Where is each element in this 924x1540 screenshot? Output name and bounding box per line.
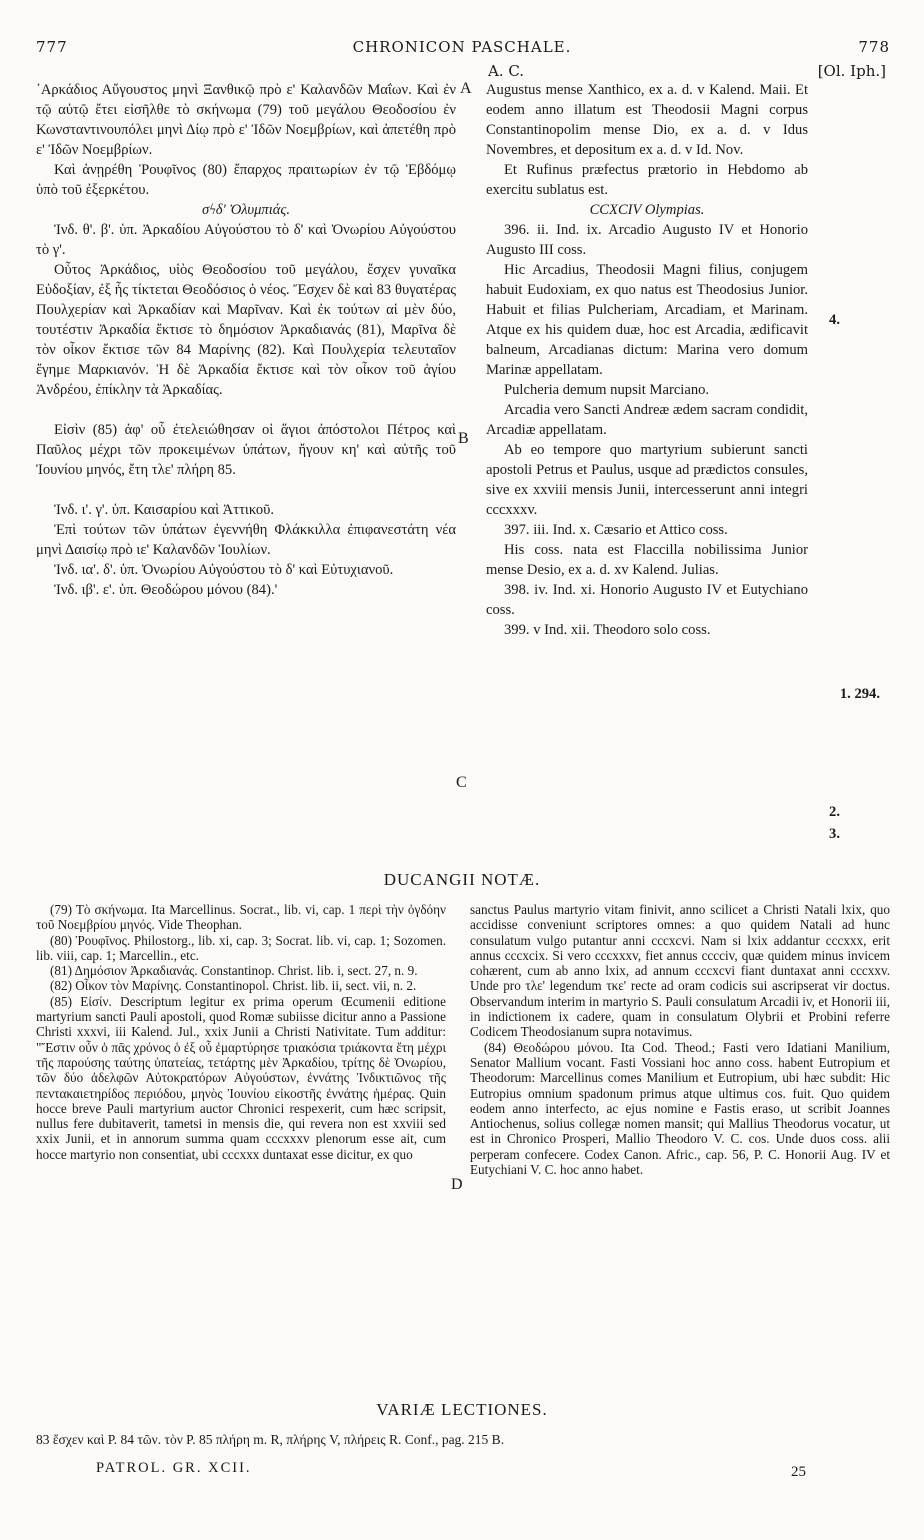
greek-paragraph: Οὗτος Ἀρκάδιος, υἱὸς Θεοδοσίου τοῦ μεγάλου, ἔσχεν γυναῖκα Εὐδοξίαν, ἐξ ἧς τίκτεται Θεοδόσιος ὁ νέος. Ἔσχεν δὲ καὶ 83 θυγατέρας Πουλχερίαν καὶ Ἀρκαδίαν καὶ Μαρῖναν. Καὶ ἐκ τούτων αἱ μὲν δύο, τουτέστιν Ἀρκαδία ἔκτισε τὸ δημόσιον Ἀρκαδιανάς (81), Μαρῖνα δὲ τὸν οἶκον ἔκτισε τῶν 84 Μαρίνης (82). Καὶ Πουλχερία τελευταῖον ἔγημε Μαρκιανόν. Ἡ δὲ Ἀρκαδία ἔκτισε καὶ τὸν οἶκον τοῦ ἁγίου Ἀνδρέου, ἐπίκλην τὰ Ἀρκαδίας. [36,262,456,398]
latin-paragraph: Et Rufinus præfectus prætorio in Hebdomo ab exercitu sublatus est. [486,162,808,198]
sheet-number: 25 [791,1464,806,1480]
notes-left-column [36,902,446,1162]
year-label: A. C. [488,62,525,80]
latin-paragraph: Hic Arcadius, Theodosii Magni filius, conjugem habuit Eudoxiam, ex quo natus est Theodosius Junior. Habuit et filias Pulcheriam, Arcadiam, et Marinam. Atque ex his quidem duæ, hoc est Arcadia, ædificavit balneum, Arcadianas dictum: Marina vero domum Marinæ appellatam. [486,262,808,378]
spacer [36,400,456,420]
notes-heading: DUCANGII NOTÆ. [383,870,541,889]
greek-paragraph: Ἰνδ. ιβ'. ε'. ὑπ. Θεοδώρου μόνου (84).' [54,582,278,598]
latin-text-column [486,80,808,640]
side-number: 1. 294. [839,686,880,702]
footnote: (81) Δημόσιον Ἀρκαδιανάς. Constantinop. Christ. lib. i, sect. 27, n. 9. [50,963,418,979]
margin-letter-b: B [458,430,469,447]
greek-text-column [36,80,456,600]
latin-paragraph: Arcadia vero Sancti Andreæ ædem sacram condidit, Arcadiæ appellatam. [486,402,808,438]
greek-paragraph: ᾿Αρκάδιος Αὔγουστος μηνὶ Ξανθικῷ πρὸ ε' Καλανδῶν Μαΐων. Καὶ ἐν τῷ αὐτῷ ἔτει εἰσῆλθε τὸ σκήνωμα (79) τοῦ μεγάλου Θεοδοσίου ἐν Κωνσταντινουπόλει μηνὶ Δίῳ πρὸ ε' Ἰδῶν Νοεμβρίων, καὶ ἀπετέθη πρὸ ε' Ἰδῶν Νοεμβρίων. [36,82,456,158]
footnote: (84) Θεοδώρου μόνου. Ita Cod. Theod.; Fasti vero Idatiani Manilium, Senator Mallium vocant. Fasti Vossiani hoc anno coss. habent Eutropium et Theodorum: Marcellinus comes Manilium et Eutropium, ubi hæc subdit: Hic Eutropius omnium spadonum primus atque ultimus cos. fuit. Quo quidem eodem anno interfecto, ac ejus nomine e Fastis eraso, ut scribit Joannes Antiochenus, solius collegæ nomen mansit; qui Mallius Theodorus vocatur, ut est in Chronico Prosperi, Mallio Theodoro V. C. cos. Unde duos coss. alii perperam confecere. Codex Canon. Afric., cap. 56, P. C. Honorii Aug. IV et Eutychiani V. C. hoc anno habet. [470,1039,890,1178]
side-number: 3. [829,826,840,842]
variae-heading: VARIÆ LECTIONES. [376,1400,548,1419]
footnote: (85) Εἰσίν. Descriptum legitur ex prima operum Œcumenii editione martyrium sancti Pauli apostoli, quod Romæ subiisse dicitur anno a Passione Christi xxxvi, iii Kalend. Jul., xxix Junii a Christi Nativitate. Tum additur: "Ἔστιν οὖν ὁ πᾶς χρόνος ὁ ἐξ οὗ ἐμαρτύρησε τριακόσια τριάκοντα ἔτη μέχρι τῆς παρούσης ταύτης ὑπατείας, τετάρτης μὲν Ἀρκαδίου, τρίτης δὲ Ὀνωρίου, τῶν δύο ἀδελφῶν Αὐτοκρατόρων Αὐγούστων, ἐννάτης Ἰνδικτιῶνος τῆς πεντακαιετηρίδος περιόδου, μηνὸς Ἰουνίου εἰκοστῆς ἐννάτης ἡμέρας. Quin hocce breve Pauli martyrium auctor Chronici respexerit, cum hæc scripsit, nullus fere dubitaverit, tametsi in mensis die, qui revera non est xxviii sed xxix Junii, et in annorum summa quam cccxxxv plenorum esse ait, cum hocce martyrio non consentiat, ubi cccxxx duntaxat esse dicitur, ex quo [36,993,446,1162]
olympiad-label: [Ol. Iph.] [817,62,886,80]
margin-letter-d: D [451,1176,463,1193]
olympiad-heading: CCXCIV Olympias. [589,202,705,218]
side-number: 4. [829,312,840,328]
latin-paragraph: Augustus mense Xanthico, ex a. d. v Kalend. Maii. Et eodem anno illatum est Theodosii Magni corpus Constantinopolim mense Dio, ex a. d. v Idus Novembres, et depositum ex a. d. v Id. Nov. [486,82,808,158]
footnote: sanctus Paulus martyrio vitam finivit, anno scilicet a Christi Natali lxix, quo accidisse conveniunt scriptores omnes: a quo quidem Natali ad hunc consulatum vulgo putantur anni cccxcvi. Nam si lxix addantur cccxxx, erit annus cccxcix. Si vero cccxxxv, fiet annus cccciv, quæ quidem minus invicem cohærent, cum ab anno lxix, ad annum cccxcvi fiant duntaxat anni cccxxv. Unde pro τλε' legendum τκε' recte ad oram codicis sui ascripserat vir doctus. Observandum interim in martyrio S. Pauli consulatum Arcadii iv, et Honorii iii, in indictionem ix cadere, quam in consulatum Olybrii et Probini referre Codicem Theodosianum supra notavimus. [470,902,890,1040]
side-number: 2. [829,804,840,820]
latin-paragraph: 396. ii. Ind. ix. Arcadio Augusto IV et Honorio Augusto III coss. [486,222,808,258]
latin-paragraph: Pulcheria demum nupsit Marciano. [504,382,710,398]
latin-paragraph: Ab eo tempore quo martyrium subierunt sancti apostoli Petrus et Paulus, usque ad prædictos consules, sive ex xxviii mensis Junii, intercesserunt anni integri cccxxxv. [486,442,808,518]
running-title: CHRONICON PASCHALE. [352,38,572,56]
greek-paragraph: Εἰσὶν (85) ἀφ' οὗ ἐτελειώθησαν οἱ ἅγιοι ἀπόστολοι Πέτρος καὶ Παῦλος μέχρι τῶν προκειμένων ὑπάτων, ἤγουν κη' καὶ αὐτῆς τοῦ Ἰουνίου μηνός, ἔτη τλε' πλήρη 85. [36,422,456,478]
spacer [36,480,456,500]
greek-paragraph: Ἰνδ. ι'. γ'. ὑπ. Καισαρίου καὶ Ἀττικοῦ. [54,502,275,518]
latin-paragraph: 397. iii. Ind. x. Cæsario et Attico coss. [504,522,728,538]
greek-paragraph: Ἰνδ. ια'. δ'. ὑπ. Ὀνωρίου Αὐγούστου τὸ δ' καὶ Εὐτυχιανοῦ. [54,562,394,578]
greek-paragraph: Ἰνδ. θ'. β'. ὑπ. Ἀρκαδίου Αὐγούστου τὸ δ' καὶ Ὀνωρίου Αὐγούστου τὸ γ'. [36,222,456,258]
latin-subheader [486,62,886,80]
olympiad-heading: σϟδ' Ὀλυμπιάς. [202,202,290,218]
latin-paragraph: 399. v Ind. xii. Theodoro solo coss. [504,622,711,638]
variant-readings: 83 ἔσχεν καὶ P. 84 τῶν. τὸν P. 85 πλήρη m. R, πλήρης V, πλήρεις R. Conf., pag. 215 B. [36,1432,505,1447]
footnote: (79) Τὸ σκήνωμα. Ita Marcellinus. Socrat., lib. vi, cap. 1 περὶ τὴν ὀγδόην τοῦ Νοεμβρίου μηνός. Vide Theophan. [36,902,446,933]
latin-paragraph: His coss. nata est Flaccilla nobilissima Junior mense Desio, ex a. d. xv Kalend. Julias. [486,542,808,578]
greek-paragraph: Ἐπὶ τούτων τῶν ὑπάτων ἐγεννήθη Φλάκκιλλα ἐπιφανεστάτη νέα μηνὶ Δαισίῳ πρὸ ιε' Καλανδῶν Ἰουλίων. [36,522,456,558]
latin-paragraph: 398. iv. Ind. xi. Honorio Augusto IV et Eutychiano coss. [486,582,808,618]
notes-right-column [470,902,890,1177]
page-number-right: 778 [858,38,890,56]
greek-paragraph: Καὶ ἀνῃρέθη Ῥουφῖνος (80) ἔπαρχος πραιτωρίων ἐν τῷ Ἑβδόμῳ ὑπὸ τοῦ ἐξερκέτου. [36,162,456,198]
margin-letter-a: A [460,80,472,97]
footnote: (80) Ῥουφῖνος. Philostorg., lib. xi, cap. 3; Socrat. lib. vi, cap. 1; Sozomen. lib. viii, cap. 1; Marcellin., etc. [36,932,446,963]
series-signature: PATROL. GR. XCII. [96,1460,252,1476]
page-number-left: 777 [36,38,68,56]
margin-letter-c: C [456,774,467,791]
footnote: (82) Οἶκον τὸν Μαρίνης. Constantinopol. Christ. lib. ii, sect. vii, n. 2. [50,978,417,994]
